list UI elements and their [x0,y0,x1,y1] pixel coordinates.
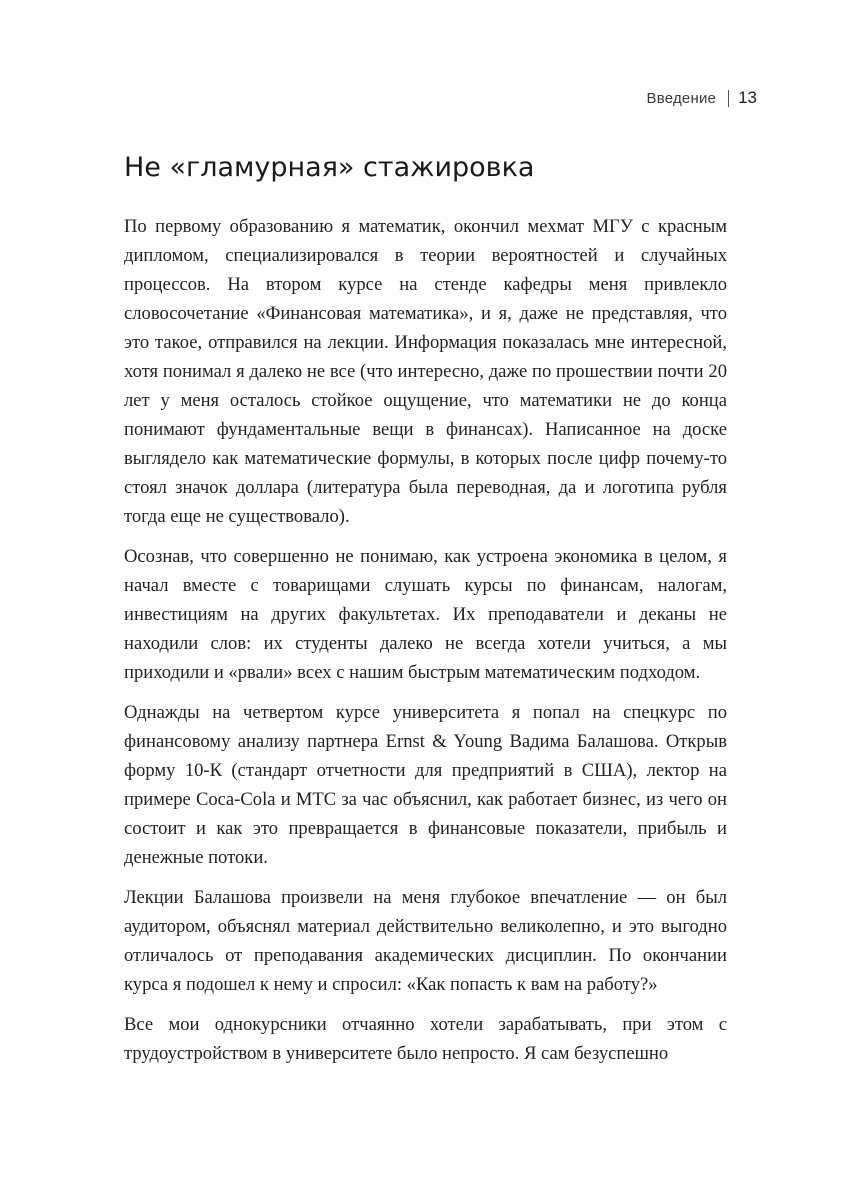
paragraph: Все мои однокурсники отчаянно хотели зарабатывать, при этом с трудоустройством в университете было непросто. Я сам безуспешно [124,1014,727,1064]
paragraph: Однажды на четвертом курсе университета я попал на спецкурс по финансовому анализу партнера Ernst & Young Вадима Балашова. Открыв форму 10-К (стандарт отчетности для предприятий в США), лектор на примере Coca-Cola и МТС за час объяснил, как работает бизнес, из чего он состоит и как это превращается в финансовые показатели, прибыль и денежные потоки. [124,702,727,868]
paragraph: По первому образованию я математик, окончил мехмат МГУ с красным дипломом, специализировался в теории вероятностей и случайных процессов. На втором курсе на стенде кафедры меня привлекло словосочетание «Финансовая математика», и я, даже не представляя, что это такое, отправился на лекции. Информация показалась мне интересной, хотя понимал я далеко не все (что интересно, даже по прошествии почти 20 лет у меня осталось стойкое ощущение, что математики не до конца понимают фундаментальные вещи в финансах). Написанное на доске выглядело как математические формулы, в которых после цифр почему-то стоял значок доллара (литература была переводная, да и логотипа рубля тогда еще не существовало). [124,216,727,527]
page-body [124,148,727,1079]
paragraph: Осознав, что совершенно не понимаю, как устроена экономика в целом, я начал вместе с товарищами слушать курсы по финансам, налогам, инвестициям на других факультетах. Их преподаватели и деканы не находили слов: их студенты далеко не всегда хотели учиться, а мы приходили и «рвали» всех с нашим быстрым математическим подходом. [124,546,727,683]
chapter-title: Не «гламурная» стажировка [124,152,535,183]
header-divider [728,90,729,107]
section-name: Введение [646,89,717,107]
page-number: 13 [738,88,757,107]
running-head [647,88,757,108]
paragraph: Лекции Балашова произвели на меня глубокое впечатление — он был аудитором, объяснял материал действительно великолепно, и это выгодно отличалось от преподавания академических дисциплин. По окончании курса я подошел к нему и спросил: «Как попасть к вам на работу?» [124,887,727,995]
